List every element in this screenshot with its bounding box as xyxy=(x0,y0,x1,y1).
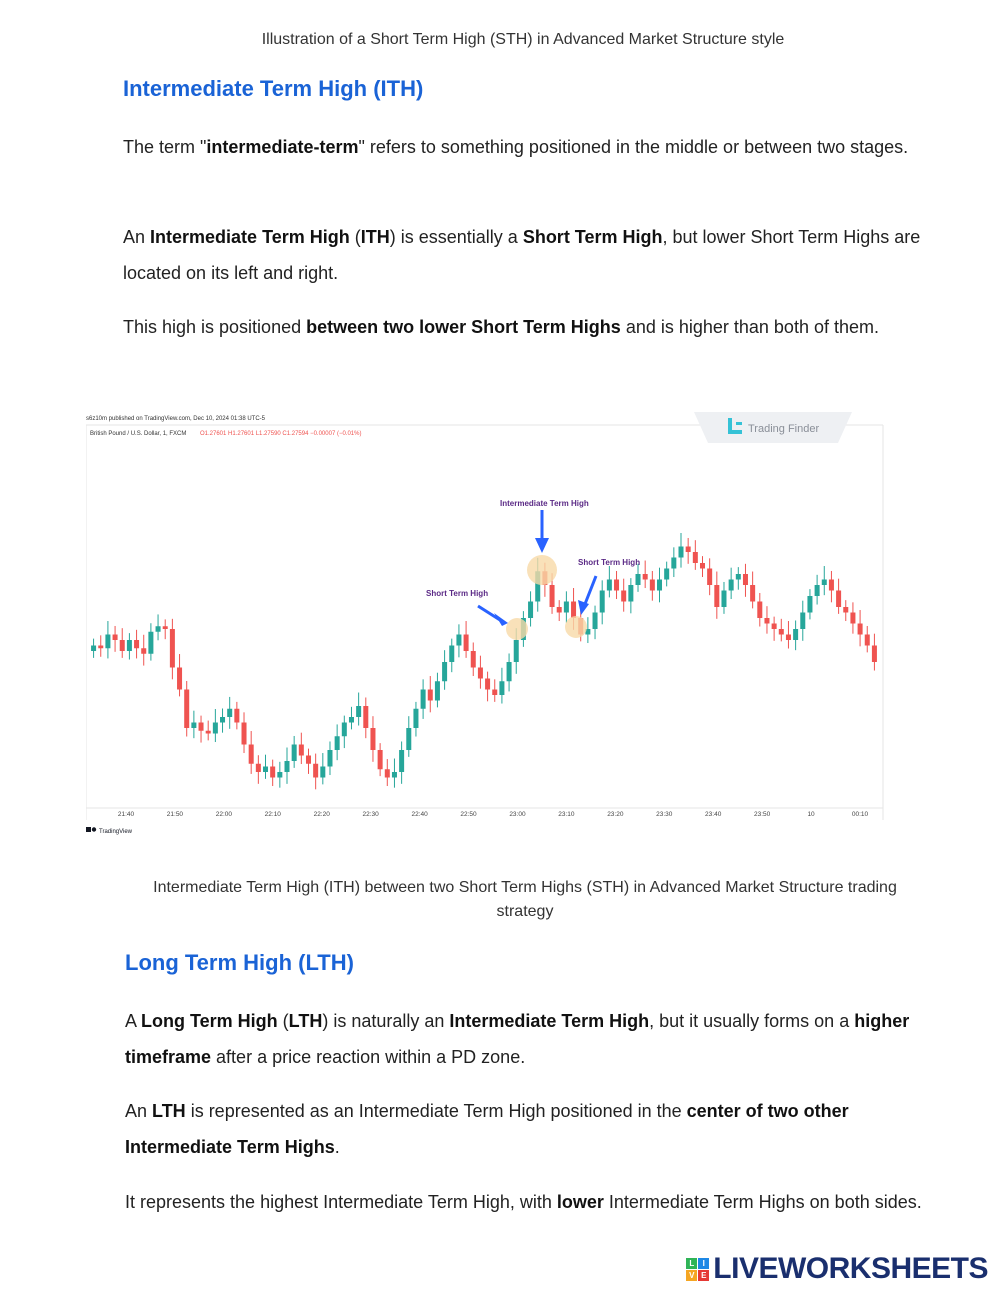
candle-body xyxy=(335,736,340,750)
heading-ith: Intermediate Term High (ITH) xyxy=(123,76,424,101)
candle-body xyxy=(170,629,175,668)
candle-body xyxy=(370,728,375,750)
paragraph-lth-1: A Long Term High (LTH) is naturally an Intermediate Term High, but it usually forms on a higher timeframe after a price reaction within a PD zone. xyxy=(125,1011,910,1067)
candle-body xyxy=(356,706,361,717)
candle-body xyxy=(678,547,683,558)
candle-body xyxy=(320,767,325,778)
brand-name: Trading Finder xyxy=(748,423,820,435)
candle-body xyxy=(206,731,211,734)
paragraph-ith-3: This high is positioned between two lower Short Term Highs and is higher than both of them. xyxy=(123,317,879,337)
candle-body xyxy=(277,772,282,778)
tradingview-label: TradingView xyxy=(99,829,133,835)
paragraph-lth-3: It represents the highest Intermediate Term High, with lower Intermediate Term Highs on both sides. xyxy=(125,1192,922,1212)
sth-right-highlight xyxy=(565,616,587,638)
candle-body xyxy=(693,552,698,563)
candle-body xyxy=(557,607,562,613)
candle-body xyxy=(349,717,354,723)
x-tick-label: 22:30 xyxy=(362,811,379,818)
candle-body xyxy=(600,591,605,613)
candle-body xyxy=(858,624,863,635)
x-tick-label: 22:20 xyxy=(313,811,330,818)
candle-body xyxy=(736,574,741,580)
candle-body xyxy=(607,580,612,591)
x-tick-label: 10 xyxy=(807,811,815,818)
candle-body xyxy=(528,602,533,619)
candle-body xyxy=(750,585,755,602)
candle-body xyxy=(593,613,598,630)
candle-body xyxy=(807,596,812,613)
candle-body xyxy=(836,591,841,608)
candle-body xyxy=(471,651,476,668)
x-tick-label: 21:50 xyxy=(166,811,184,818)
candle-body xyxy=(492,690,497,696)
x-tick-label: 22:00 xyxy=(215,811,233,818)
candle-body xyxy=(621,591,626,602)
candle-body xyxy=(764,618,769,624)
candle-body xyxy=(399,750,404,772)
liveworksheets-grid-icon xyxy=(686,1258,709,1281)
candle-body xyxy=(156,626,161,632)
paragraph-ith-1: The term "intermediate-term" refers to something positioned in the middle or between two stages. xyxy=(123,137,909,157)
candle-body xyxy=(392,772,397,778)
symbol-label: British Pound / U.S. Dollar, 1, FXCM xyxy=(90,431,187,437)
candle-body xyxy=(256,764,261,772)
candle-body xyxy=(213,723,218,734)
candle-body xyxy=(263,767,268,773)
candle-body xyxy=(743,574,748,585)
label-ith: Intermediate Term High xyxy=(500,499,589,508)
candle-body xyxy=(234,709,239,723)
candle-body xyxy=(786,635,791,641)
candle-body xyxy=(456,635,461,646)
label-sth-left: Short Term High xyxy=(426,589,489,598)
heading-lth: Long Term High (LTH) xyxy=(125,950,354,975)
paragraph-lth-2: An LTH is represented as an Intermediate Term High positioned in the center of two other Intermediate Term Highs. xyxy=(125,1101,849,1157)
candle-body xyxy=(120,640,125,651)
paragraph-ith-2: An Intermediate Term High (ITH) is essentially a Short Term High, but lower Short Term Highs are located on its left and right. xyxy=(123,227,921,283)
ohlc-label: O1.27601 H1.27601 L1.27590 C1.27594 −0.00007 (−0.01%) xyxy=(200,431,362,437)
candle-body xyxy=(650,580,655,591)
candle-body xyxy=(141,648,146,654)
candle-body xyxy=(299,745,304,756)
x-tick-label: 23:00 xyxy=(509,811,526,818)
candle-body xyxy=(499,681,504,695)
candle-body xyxy=(442,662,447,681)
x-tick-label: 00:10 xyxy=(851,811,869,818)
chart-image xyxy=(86,410,886,840)
candle-body xyxy=(550,585,555,607)
candle-body xyxy=(342,723,347,737)
candle-body xyxy=(800,613,805,630)
candle-body xyxy=(614,580,619,591)
candle-body xyxy=(134,640,139,648)
candle-body xyxy=(378,750,383,769)
candle-body xyxy=(779,629,784,635)
candle-body xyxy=(714,585,719,607)
candle-body xyxy=(385,769,390,777)
candle-body xyxy=(227,709,232,717)
sth-left-highlight xyxy=(506,618,528,640)
x-tick-label: 23:10 xyxy=(558,811,575,818)
label-sth-right: Short Term High xyxy=(578,558,641,567)
candle-body xyxy=(514,640,519,662)
candle-body xyxy=(148,632,153,654)
candle-body xyxy=(865,635,870,646)
candle-body xyxy=(829,580,834,591)
candle-body xyxy=(628,585,633,602)
candle-body xyxy=(270,767,275,778)
liveworksheets-logo xyxy=(686,1252,988,1286)
candle-body xyxy=(177,668,182,690)
candle-body xyxy=(327,750,332,767)
x-tick-label: 22:40 xyxy=(411,811,428,818)
candle-body xyxy=(657,580,662,591)
candle-body xyxy=(105,635,110,649)
candle-body xyxy=(127,640,132,651)
lw-grid-cell: E xyxy=(698,1270,709,1281)
candle-body xyxy=(406,728,411,750)
liveworksheets-wordmark: LIVEWORKSHEETS xyxy=(713,1252,988,1285)
publisher-line: s6z10m published on TradingView.com, Dec 10, 2024 01:38 UTC-5 xyxy=(86,416,265,422)
candle-body xyxy=(292,745,297,762)
lw-grid-cell: L xyxy=(686,1258,697,1269)
candle-body xyxy=(421,690,426,709)
candle-body xyxy=(428,690,433,701)
candle-body xyxy=(199,723,204,731)
candle-body xyxy=(191,723,196,729)
x-tick-label: 23:40 xyxy=(705,811,722,818)
candle-body xyxy=(822,580,827,586)
ith-highlight xyxy=(527,555,557,585)
candle-body xyxy=(700,563,705,569)
candle-body xyxy=(184,690,189,729)
candle-body xyxy=(464,635,469,652)
candle-body xyxy=(707,569,712,586)
chart-caption: Intermediate Term High (ITH) between two Short Term Highs (STH) in Advanced Market Structure trading strategy xyxy=(153,879,897,920)
candle-body xyxy=(249,745,254,764)
candle-body xyxy=(306,756,311,764)
x-tick-label: 21:40 xyxy=(117,811,135,818)
candle-body xyxy=(843,607,848,613)
candlestick-chart xyxy=(86,410,886,840)
x-tick-label: 23:30 xyxy=(656,811,673,818)
candle-body xyxy=(507,662,512,681)
candle-body xyxy=(664,569,669,580)
candle-body xyxy=(363,706,368,728)
candle-body xyxy=(793,629,798,640)
lw-grid-cell: V xyxy=(686,1270,697,1281)
candle-body xyxy=(643,574,648,580)
image-caption-top: Illustration of a Short Term High (STH) in Advanced Market Structure style xyxy=(261,31,785,48)
candle-body xyxy=(850,613,855,624)
candle-body xyxy=(113,635,118,641)
candle-body xyxy=(313,764,318,778)
candle-body xyxy=(564,602,569,613)
candle-body xyxy=(478,668,483,679)
candle-body xyxy=(872,646,877,663)
candle-body xyxy=(220,717,225,723)
candle-body xyxy=(449,646,454,663)
candle-body xyxy=(413,709,418,728)
x-tick-label: 23:20 xyxy=(607,811,624,818)
candle-body xyxy=(242,723,247,745)
candle-body xyxy=(571,602,576,619)
candle-body xyxy=(98,646,103,649)
candle-body xyxy=(636,574,641,585)
candle-body xyxy=(435,681,440,700)
candle-body xyxy=(671,558,676,569)
lw-grid-cell: I xyxy=(698,1258,709,1269)
candle-body xyxy=(163,626,168,629)
candle-body xyxy=(729,580,734,591)
candle-body xyxy=(686,547,691,553)
candle-body xyxy=(284,761,289,772)
candle-body xyxy=(721,591,726,608)
candle-body xyxy=(485,679,490,690)
x-tick-label: 22:10 xyxy=(264,811,281,818)
x-tick-label: 22:50 xyxy=(460,811,477,818)
x-tick-label: 23:50 xyxy=(753,811,771,818)
candle-body xyxy=(757,602,762,619)
candle-body xyxy=(815,585,820,596)
candle-body xyxy=(91,646,96,652)
candle-body xyxy=(772,624,777,630)
